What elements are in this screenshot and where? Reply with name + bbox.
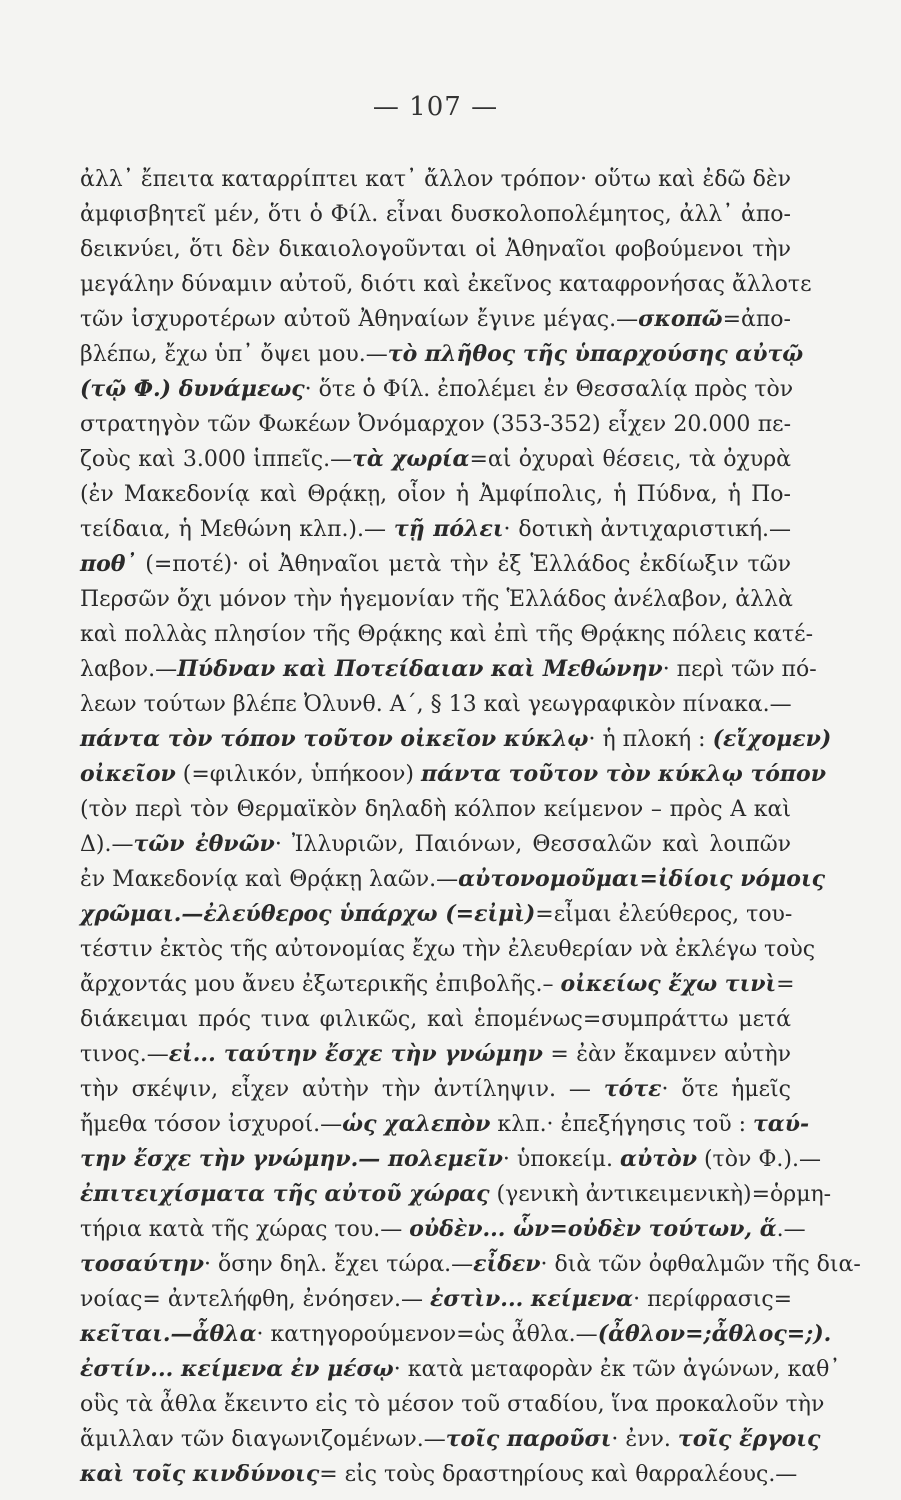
text-line — [80, 932, 816, 967]
text-segment: βλέπω, ἔχω ὑπ᾽ ὄψει μου.— — [80, 342, 388, 367]
text-line — [80, 792, 791, 827]
text-segment: λαβον.— — [80, 657, 178, 682]
lemma-term: οἰκείως ἔχω τινὶ — [560, 971, 777, 997]
text-segment: =αἱ ὀχυραὶ θέσεις, τὰ ὀχυρὰ — [469, 447, 791, 472]
text-segment: (τὸν περὶ τὸν Θερμαϊκὸν δηλαδὴ κόλπον κείμενον – πρὸς Α καὶ — [80, 797, 791, 822]
text-segment: ἐν Μακεδονίᾳ καὶ Θρᾴκῃ λαῶν.— — [80, 867, 459, 892]
lemma-term: την ἔσχε τὴν γνώμην.— πολεμεῖν — [80, 1146, 503, 1172]
text-segment: τὴν σκέψιν, εἶχεν αὐτὴν τὴν ἀντίληψιν. — — [80, 1077, 604, 1102]
text-line — [80, 1177, 832, 1212]
text-line — [80, 477, 791, 512]
text-line — [80, 442, 791, 477]
lemma-term: τοῖς παροῦσι — [445, 1426, 612, 1452]
text-line — [80, 1387, 825, 1422]
text-segment: ἤμεθα τόσον ἰσχυροί.— — [80, 1112, 343, 1137]
lemma-term: οἰκεῖον — [80, 761, 176, 787]
text-line — [80, 757, 826, 792]
text-line — [80, 1457, 798, 1492]
text-segment: · ἐνν. — [611, 1427, 678, 1452]
text-segment: μεγάλην δύναμιν αὐτοῦ, διότι καὶ ἐκεῖνος καταφρονήσας ἄλλοτε — [80, 272, 812, 297]
text-segment: (=ποτέ)· οἱ Ἀθηναῖοι μετὰ τὴν ἐξ Ἑλλάδος ἐκδίωξιν τῶν — [136, 552, 791, 577]
lemma-term: ἐστὶν... κείμενα — [429, 1286, 634, 1312]
text-line — [80, 197, 791, 232]
lemma-term: ἐστίν... κείμενα ἐν μέσῳ — [80, 1356, 394, 1382]
lemma-term: τότε — [603, 1076, 662, 1102]
lemma-term: εἶδεν — [473, 1251, 541, 1277]
text-segment: τήρια κατὰ τῆς χώρας του.— — [80, 1217, 410, 1242]
text-segment: = εἰς τοὺς δραστηρίους καὶ θαρραλέους.— — [319, 1462, 798, 1487]
text-line — [80, 1352, 841, 1387]
lemma-term: (τῷ Φ.) δυνάμεως — [80, 376, 305, 402]
commentary-text — [80, 162, 861, 1492]
text-line — [80, 897, 791, 932]
text-segment: · ὅτε ὁ Φίλ. ἐπολέμει ἐν Θεσσαλίᾳ πρὸς τὸν — [304, 377, 794, 402]
lemma-term: πάντα τὸν τόπον τοῦτον οἰκεῖον κύκλῳ — [80, 726, 589, 752]
text-segment: (τὸν Φ.).— — [696, 1147, 821, 1172]
text-segment: ζοὺς καὶ 3.000 ἱππεῖς.— — [80, 447, 353, 472]
text-segment: (ἐν Μακεδονίᾳ καὶ Θρᾴκῃ, οἷον ἡ Ἀμφίπολις, ἡ Πύδνα, ἡ Πο- — [80, 482, 791, 507]
text-segment: Δ).— — [80, 832, 134, 857]
text-segment: =ἀπο- — [722, 307, 791, 332]
text-segment: τέστιν ἐκτὸς τῆς αὐτονομίας ἔχω τὴν ἐλευθερίαν νὰ ἐκλέγω τοὺς — [80, 937, 816, 962]
lemma-term: Πύδναν καὶ Ποτείδαιαν καὶ Μεθώνην — [177, 656, 663, 682]
text-line — [80, 827, 791, 862]
text-line — [80, 547, 791, 582]
lemma-term: οὐδὲν... ὧν=οὐδὲν τούτων, ἅ — [409, 1216, 777, 1242]
lemma-term: καὶ τοῖς κινδύνοις — [80, 1461, 320, 1487]
text-line — [80, 1282, 791, 1317]
lemma-term: κεῖται.—ἆθλα — [80, 1321, 257, 1347]
page-number: — 107 — — [372, 92, 499, 122]
text-segment: · περὶ τῶν πό- — [662, 657, 817, 682]
text-line — [80, 407, 791, 442]
lemma-term: τοῖς ἔργοις — [677, 1426, 821, 1452]
text-line — [80, 162, 791, 197]
text-line — [80, 302, 791, 337]
text-segment: · ἡ πλοκή : — [588, 727, 713, 752]
lemma-term: τῶν ἐθνῶν — [133, 831, 275, 857]
text-segment: ἀλλ᾽ ἔπειτα καταρρίπτει κατ᾽ ἄλλον τρόπον· οὕτω καὶ ἐδῶ δὲν — [80, 167, 791, 192]
lemma-term: τὰ χωρία — [352, 446, 470, 472]
text-segment: καὶ πολλὰς πλησίον τῆς Θρᾴκης καὶ ἐπὶ τῆς Θρᾴκης πόλεις κατέ- — [80, 622, 814, 647]
text-segment: · διὰ τῶν ὀφθαλμῶν τῆς δια- — [540, 1252, 861, 1277]
text-segment: · περίφρασις= — [633, 1287, 793, 1312]
text-line — [80, 1072, 791, 1107]
text-segment: στρατηγὸν τῶν Φωκέων Ὀνόμαρχον (353-352) εἶχεν 20.000 πε- — [80, 412, 791, 437]
lemma-term: τοσαύτην — [80, 1251, 204, 1277]
text-segment: τινος.— — [80, 1042, 169, 1067]
text-segment: = — [776, 972, 795, 997]
text-line — [80, 582, 791, 617]
text-line — [80, 372, 794, 407]
text-segment: (=φιλικόν, ὑπήκοον) — [175, 762, 421, 787]
lemma-term: ταύ- — [752, 1111, 810, 1137]
text-line — [80, 232, 791, 267]
lemma-term: εἰ... ταύτην ἔσχε τὴν γνώμην — [168, 1041, 543, 1067]
text-segment: οὓς τὰ ἆθλα ἔκειντο εἰς τὸ μέσον τοῦ σταδίου, ἵνα προκαλοῦν τὴν — [80, 1392, 825, 1417]
text-line — [80, 687, 791, 722]
lemma-term: ἐπιτειχίσματα τῆς αὐτοῦ χώρας — [80, 1181, 490, 1207]
lemma-term: (ἆθλον=;ἆθλος=;). — [597, 1321, 832, 1347]
lemma-term: χρῶμαι.—ἐλεύθερος ὑπάρχω (=εἰμὶ) — [80, 901, 536, 927]
text-segment: τείδαια, ἡ Μεθώνη κλπ.).— — [80, 517, 394, 542]
text-segment: · ὅτε ἡμεῖς — [661, 1077, 791, 1102]
lemma-term: σκοπῶ — [638, 306, 723, 332]
text-line — [80, 967, 795, 1002]
text-line — [80, 1142, 821, 1177]
text-line — [80, 337, 804, 372]
lemma-term: αὐτονομοῦμαι=ἰδίοις νόμοις — [458, 866, 825, 892]
lemma-term: ὡς χαλεπὸν — [342, 1111, 491, 1137]
text-segment: Περσῶν ὄχι μόνον τὴν ἡγεμονίαν τῆς Ἑλλάδος ἀνέλαβον, ἀλλὰ — [80, 587, 793, 612]
lemma-term: ποθ᾽ — [80, 551, 137, 577]
text-line — [80, 1002, 791, 1037]
lemma-term: τῇ πόλει — [393, 516, 504, 542]
text-segment: · δοτικὴ ἀντιχαριστική.— — [503, 517, 791, 542]
text-segment: τῶν ἰσχυροτέρων αὐτοῦ Ἀθηναίων ἔγινε μέγας.— — [80, 307, 639, 332]
text-segment: · ὅσην δηλ. ἔχει τώρα.— — [203, 1252, 474, 1277]
text-line — [80, 722, 832, 757]
text-segment: · κατὰ μεταφορὰν ἐκ τῶν ἀγώνων, καθ᾽ — [393, 1357, 841, 1382]
text-line — [80, 652, 817, 687]
text-line — [80, 1107, 810, 1142]
text-line — [80, 1212, 806, 1247]
text-line — [80, 512, 791, 547]
text-segment: ἄρχοντάς μου ἄνευ ἐξωτερικῆς ἐπιβολῆς.– — [80, 972, 561, 997]
text-segment: .— — [776, 1217, 806, 1242]
text-segment: νοίας= ἀντελήφθη, ἐνόησεν.— — [80, 1287, 430, 1312]
lemma-term: τὸ πλῆθος τῆς ὑπαρχούσης αὐτῷ — [387, 341, 804, 367]
lemma-term: αὐτὸν — [620, 1146, 697, 1172]
text-segment: · κατηγορούμενον=ὡς ἆθλα.— — [256, 1322, 598, 1347]
text-segment: = ἐὰν ἔκαμνεν αὐτὴν — [542, 1042, 791, 1067]
text-segment: λεων τούτων βλέπε Ὀλυνθ. Α´, § 13 καὶ γεωγραφικὸν πίνακα.— — [80, 692, 792, 717]
text-line — [80, 617, 814, 652]
text-line — [80, 862, 825, 897]
text-line — [80, 1422, 821, 1457]
text-segment: δεικνύει, ὅτι δὲν δικαιολογοῦνται οἱ Ἀθηναῖοι φοβούμενοι τὴν — [80, 237, 791, 262]
text-segment: κλπ.· ἐπεξήγησις τοῦ : — [490, 1112, 753, 1137]
text-segment: διάκειμαι πρός τινα φιλικῶς, καὶ ἑπομένως=συμπράττω μετά — [80, 1007, 791, 1032]
text-line — [80, 1037, 791, 1072]
text-segment: =εἶμαι ἐλεύθερος, του- — [535, 902, 793, 927]
lemma-term: (εἴχομεν) — [712, 726, 832, 752]
text-line — [80, 267, 812, 302]
text-segment: ἀμφισβητεῖ μέν, ὅτι ὁ Φίλ. εἶναι δυσκολοπολέμητος, ἀλλ᾽ ἀπο- — [80, 202, 791, 227]
text-segment: (γενικὴ ἀντικειμενικὴ)=ὁρμη- — [489, 1182, 832, 1207]
text-line — [80, 1317, 832, 1352]
text-line — [80, 1247, 861, 1282]
text-segment: ἅμιλλαν τῶν διαγωνιζομένων.— — [80, 1427, 446, 1452]
lemma-term: πάντα τοῦτον τὸν κύκλῳ τόπον — [420, 761, 826, 787]
text-segment: · Ἰλλυριῶν, Παιόνων, Θεσσαλῶν καὶ λοιπῶν — [274, 832, 792, 857]
text-segment: · ὑποκείμ. — [502, 1147, 621, 1172]
